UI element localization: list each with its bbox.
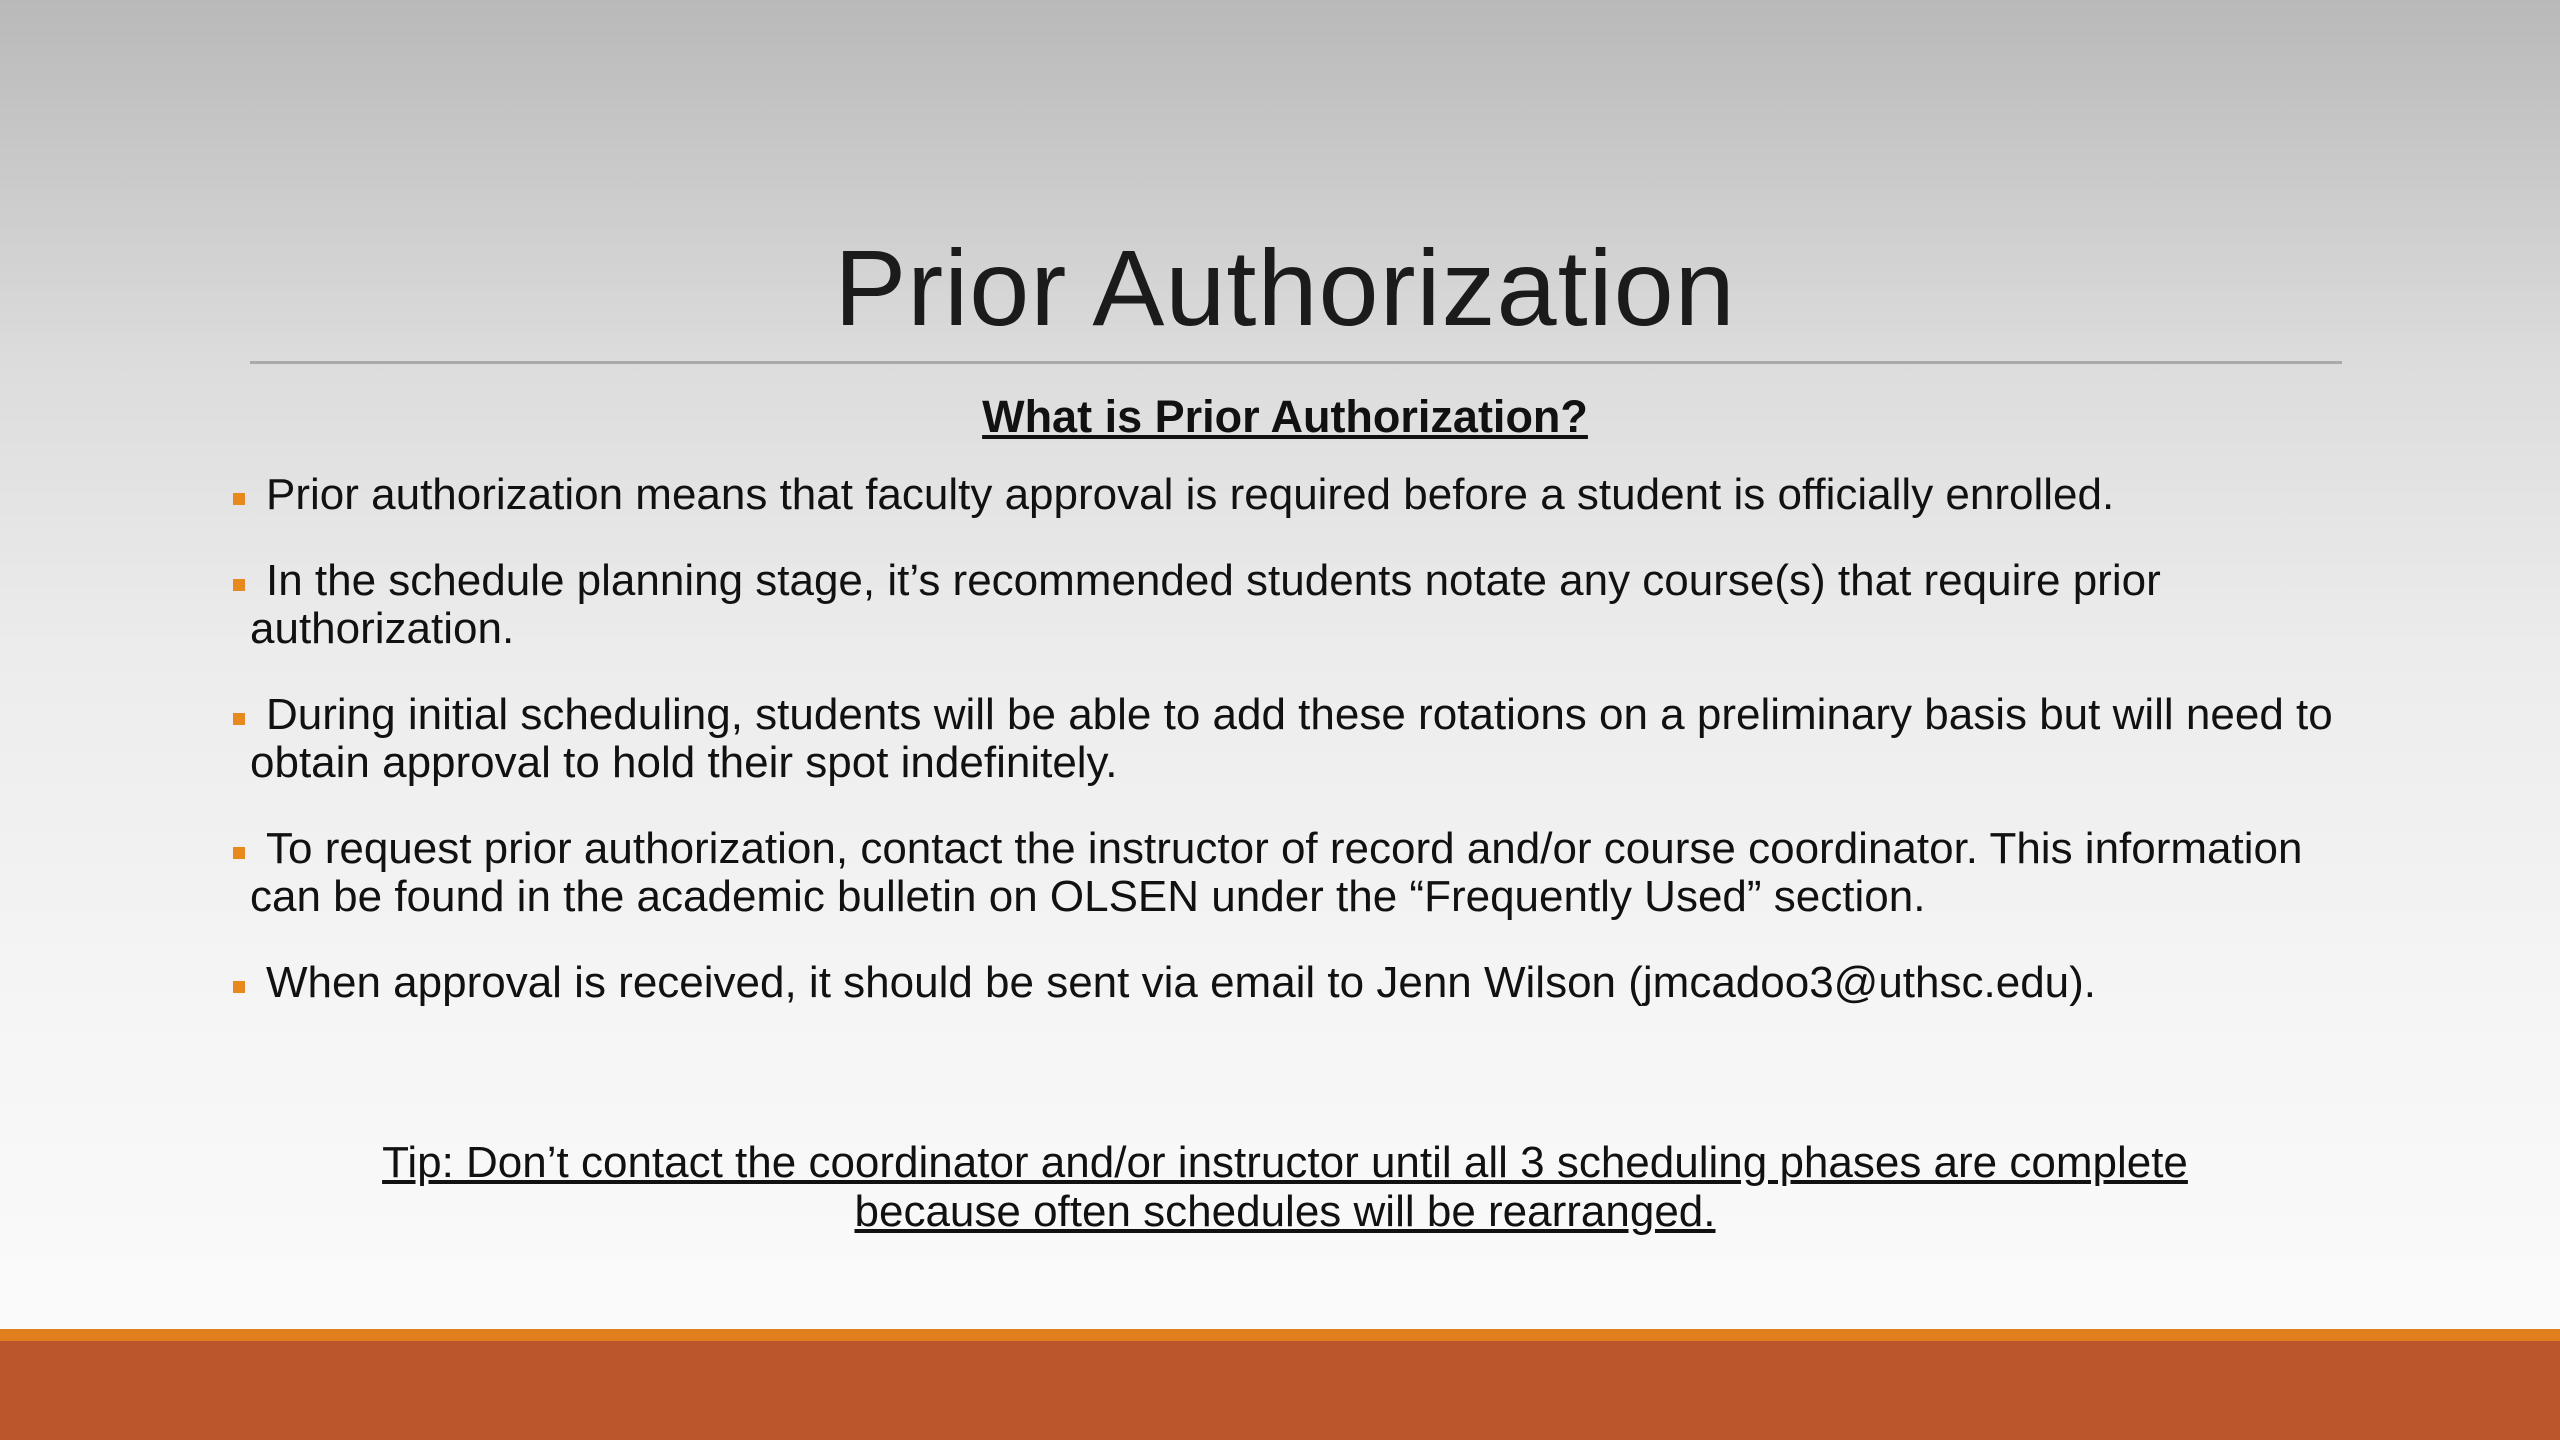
bullet-text: Prior authorization means that faculty approval is required before a student is officially enrolled.	[266, 470, 2115, 519]
bullet-item	[230, 691, 2350, 787]
square-bullet-icon	[233, 847, 245, 859]
square-bullet-icon	[233, 981, 245, 993]
footer-accent-stripe	[0, 1329, 2560, 1341]
bullet-item	[230, 825, 2350, 921]
bullet-item	[230, 471, 2350, 519]
square-bullet-icon	[233, 579, 245, 591]
slide-subtitle: What is Prior Authorization?	[982, 391, 1588, 442]
footer-bar	[0, 1341, 2560, 1440]
bullet-item	[230, 959, 2350, 1007]
slide-title: Prior Authorization	[834, 227, 1736, 348]
square-bullet-icon	[233, 493, 245, 505]
tip-note: Tip: Don’t contact the coordinator and/or instructor until all 3 scheduling phases are complete because often schedules will be rearranged.	[382, 1138, 2188, 1236]
bullet-text: During initial scheduling, students will be able to add these rotations on a preliminary basis but will need to obtain approval to hold their spot indefinitely.	[250, 690, 2333, 787]
bullet-list	[230, 471, 2350, 1045]
bullet-text: To request prior authorization, contact the instructor of record and/or course coordinator. This information can be found in the academic bulletin on OLSEN under the “Frequently Used” section.	[250, 824, 2303, 921]
square-bullet-icon	[233, 713, 245, 725]
bullet-text: In the schedule planning stage, it’s recommended students notate any course(s) that require prior authorization.	[250, 556, 2161, 653]
bullet-item	[230, 557, 2350, 653]
title-divider	[250, 361, 2342, 364]
bullet-text: When approval is received, it should be sent via email to Jenn Wilson (jmcadoo3@uthsc.edu).	[266, 958, 2097, 1007]
